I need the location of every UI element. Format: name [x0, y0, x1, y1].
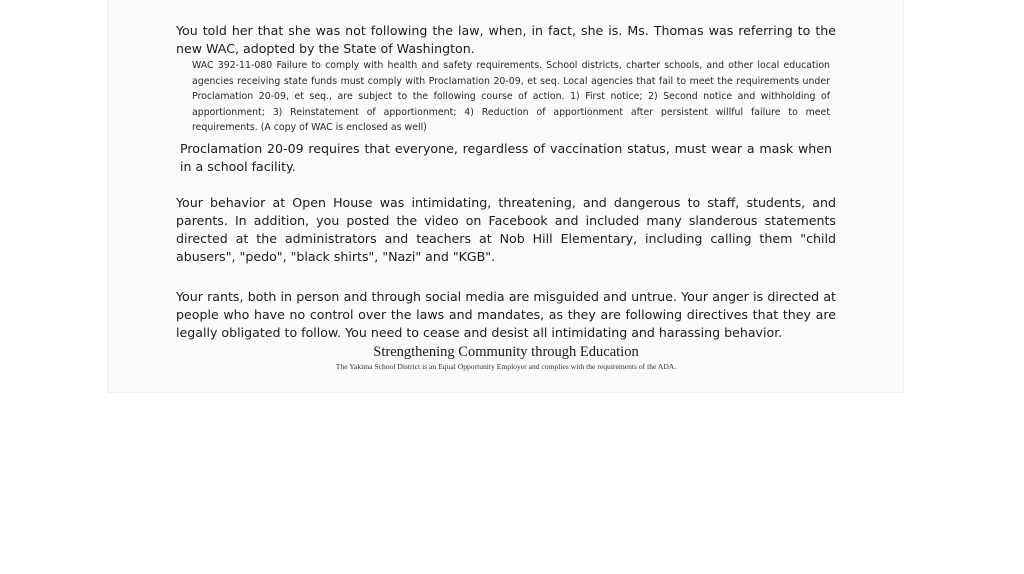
paragraph-law-statement: You told her that she was not following the law, when, in fact, she is. Ms. Thomas was referring to the new WAC, adopted by the State of Washington. [176, 23, 836, 56]
footer-eeo-statement: The Yakima School District is an Equal Opportunity Employer and complies with the requirements of the ADA. [335, 362, 677, 371]
footer-motto: Strengthening Community through Education [373, 344, 639, 360]
paragraph-proclamation: Proclamation 20-09 requires that everyone, regardless of vaccination status, must wear a mask when in a school facility. [180, 141, 832, 174]
paragraph-behavior: Your behavior at Open House was intimidating, threatening, and dangerous to staff, students, and parents. In addition, you posted the video on Facebook and included many slanderous statements directed at the administrators and teachers at Nob Hill Elementary, including calling them "child abusers", "pedo", "black shirts", "Nazi" and "KGB". [176, 195, 836, 264]
wac-quotation: WAC 392-11-080 Failure to comply with health and safety requirements. School districts, charter schools, and other local education agencies receiving state funds must comply with Proclamation 20-09, et seq. Local agencies that fail to meet the requirements under Proclamation 20-09, et seq., are subject to the following course of action. 1) First notice; 2) Second notice and withholding of apportionment; 3) Reinstatement of apportionment; 4) Reduction of apportionment after persistent willful failure to meet requirements. (A copy of WAC is enclosed as well) [192, 60, 830, 134]
letter-page [108, 0, 903, 392]
paragraph-cease-desist: Your rants, both in person and through social media are misguided and untrue. Your anger is directed at people who have no control over the laws and mandates, as they are following directives that they are legally obligated to follow. You need to cease and desist all intimidating and harassing behavior. [176, 289, 836, 340]
